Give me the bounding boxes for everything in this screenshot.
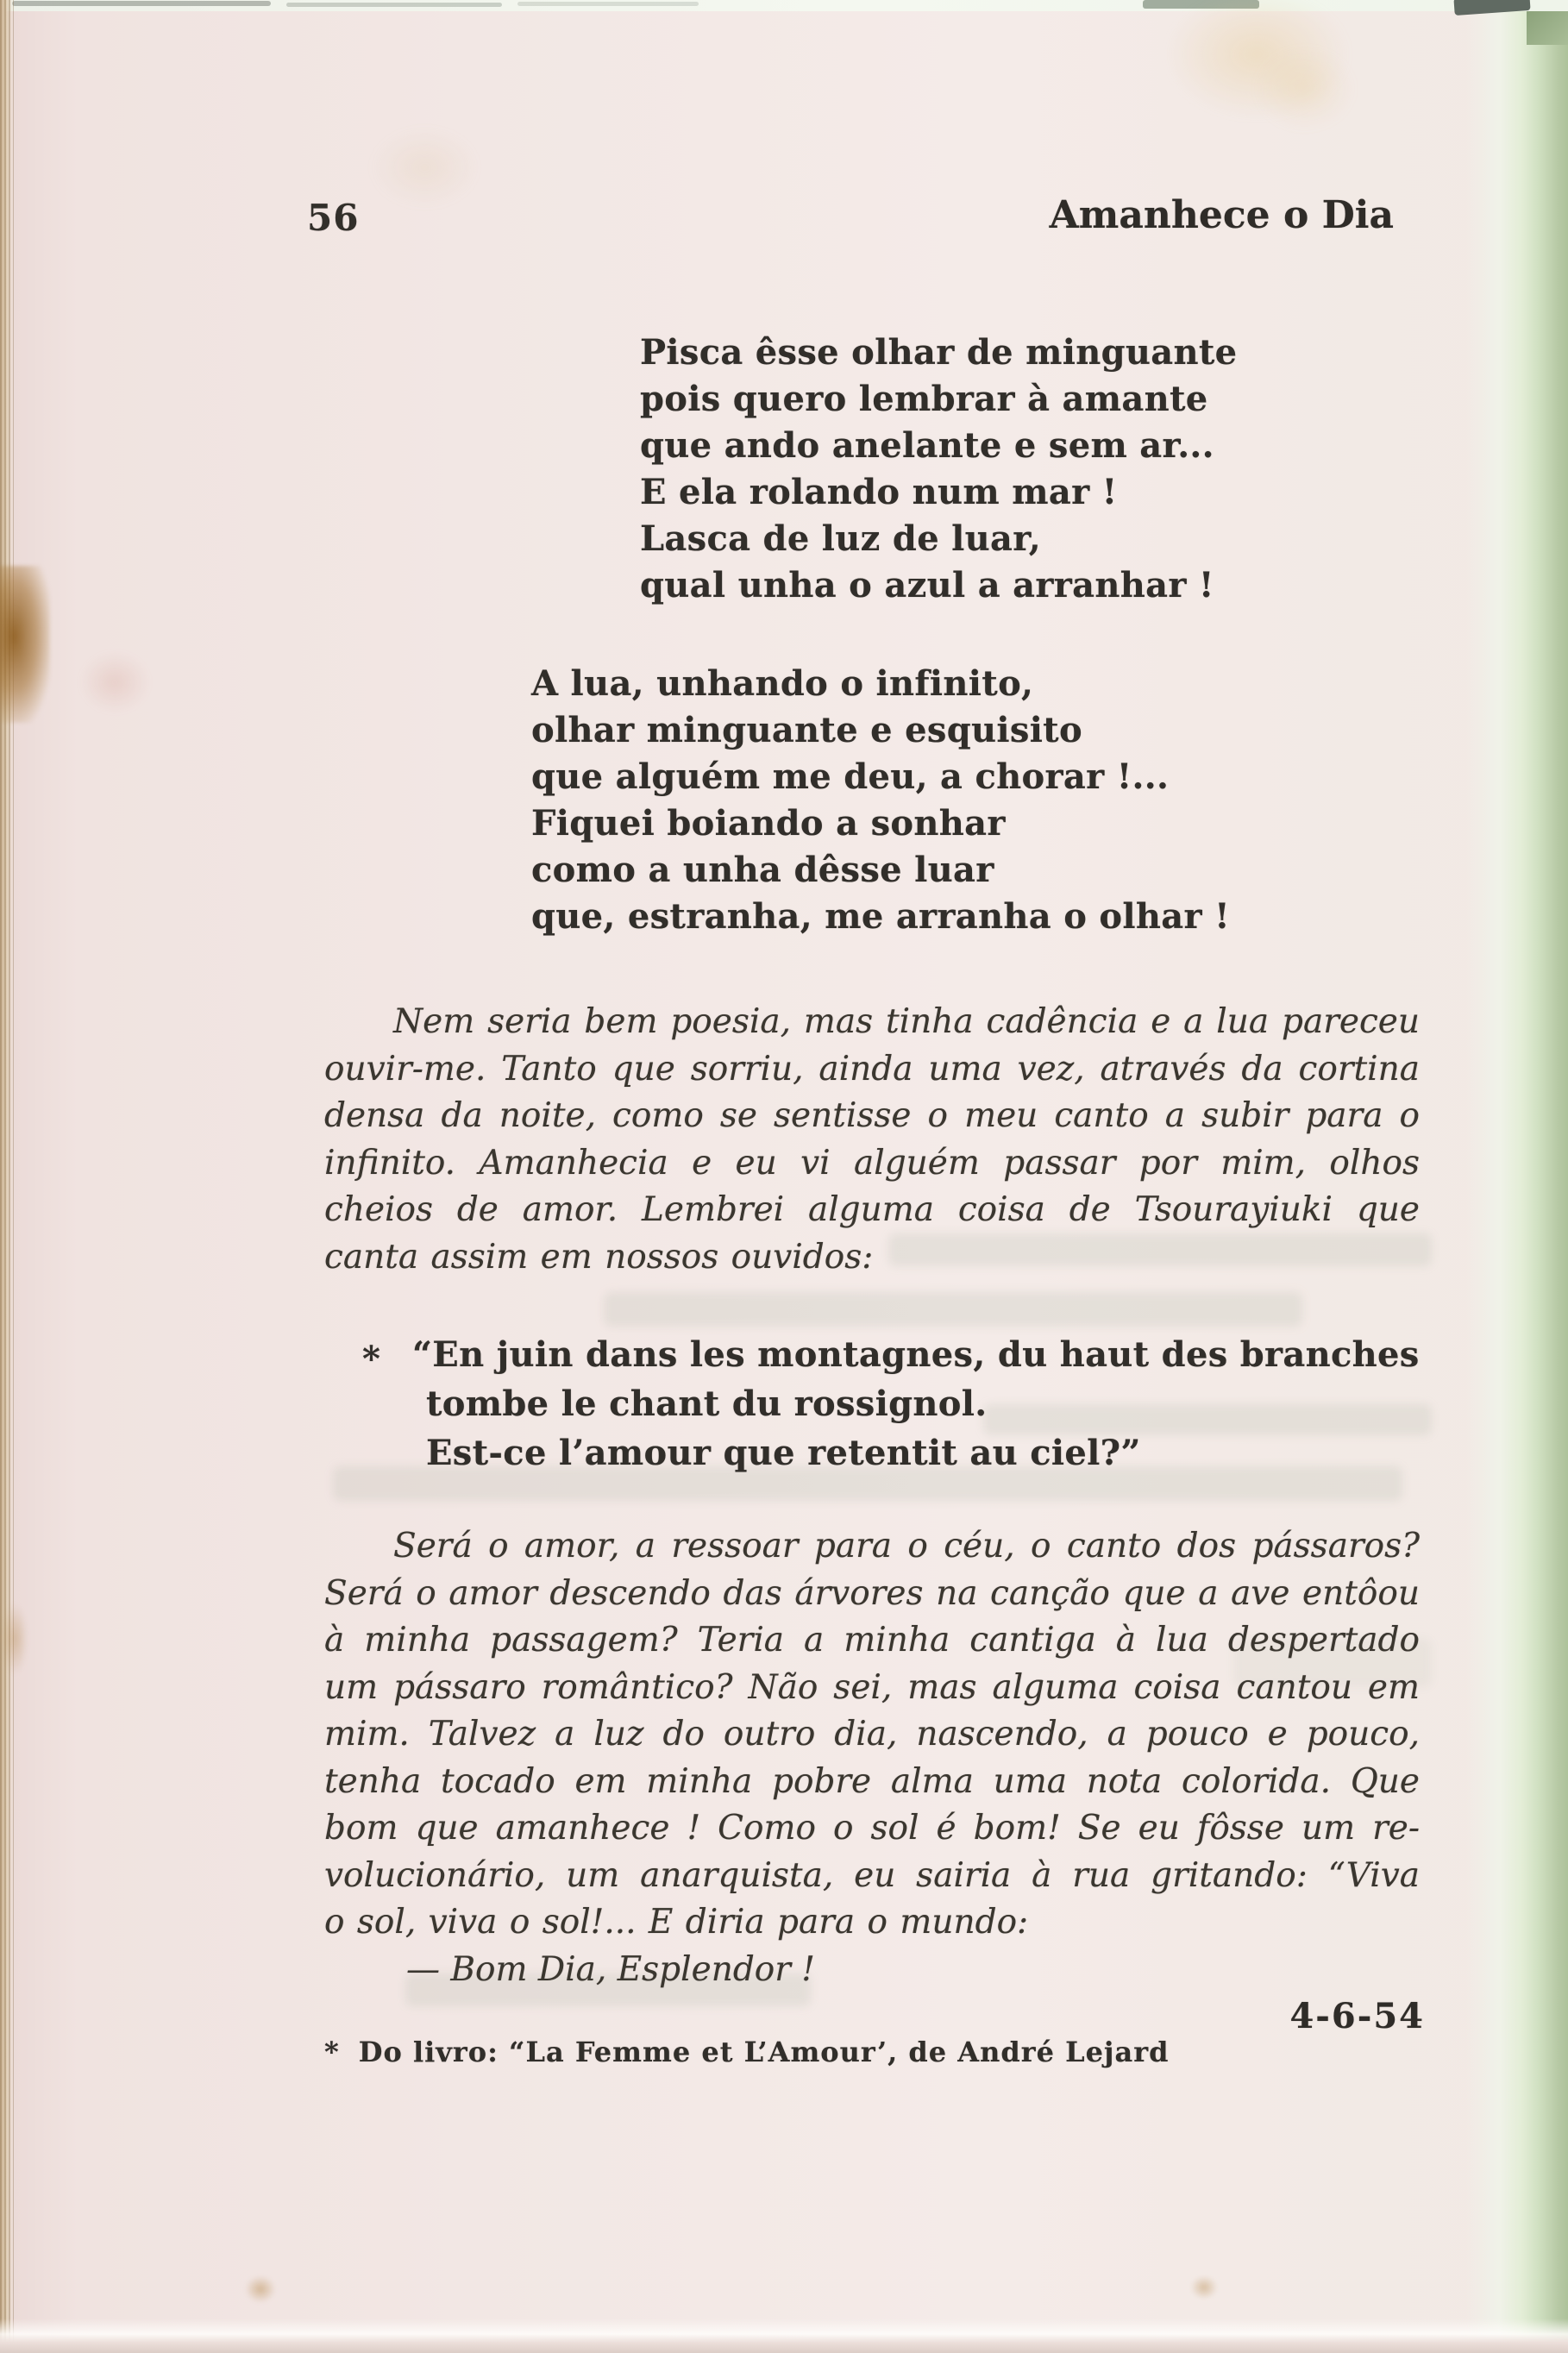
- prose-paragraph-2: [324, 1523, 1420, 1993]
- prose-line: tenha tocado em minha pobre alma uma nota colorida. Que: [324, 1761, 1420, 1801]
- french-quote: [412, 1330, 1430, 1478]
- prose-line: à minha passagem? Teria a minha cantiga à lua despertado: [324, 1621, 1420, 1660]
- poem-line: Fiquei boiando a sonhar: [531, 803, 1006, 844]
- date-mark: 4-6-54: [1289, 1996, 1425, 2036]
- prose-line: mim. Talvez a luz do outro dia, nascendo, a pouco e pouco,: [324, 1715, 1420, 1754]
- page-bottom-edge: [0, 2318, 1568, 2353]
- paper-stain: [1255, 47, 1354, 129]
- prose-line: cheios de amor. Lembrei alguma coisa de Tsourayiuki que: [324, 1190, 1420, 1229]
- prose-line: bom que amanhece ! Como o sol é bom! Se eu fôsse um re-: [324, 1809, 1420, 1848]
- poem-line: pois quero lembrar à amante: [640, 379, 1208, 419]
- poem-line: E ela rolando num mar !: [640, 472, 1118, 512]
- poem-line: Pisca êsse olhar de minguante: [640, 332, 1238, 373]
- paper-stain: [2, 1603, 28, 1675]
- prose-line: o sol, viva o sol!... E diria para o mundo:: [324, 1903, 1029, 1942]
- footnote-asterisk: *: [324, 2036, 340, 2068]
- quote-line: “En juin dans les montagnes, du haut des branches: [412, 1334, 1420, 1375]
- paper-stain: [79, 651, 150, 713]
- quote-asterisk: *: [362, 1339, 380, 1379]
- adjacent-page-green-edge: [1466, 0, 1568, 2353]
- footnote-text: Do livro: “La Femme et L’Amour’, de André Lejard: [358, 2036, 1170, 2068]
- poem-line: A lua, unhando o infinito,: [531, 663, 1034, 704]
- prose-line: ouvir-me. Tanto que sorriu, ainda uma vez, através da cortina: [324, 1049, 1420, 1089]
- prose-paragraph-1: [324, 999, 1420, 1281]
- poem-line: que alguém me deu, a chorar !...: [531, 756, 1170, 797]
- paper-stain: [371, 128, 479, 207]
- poem-line: que, estranha, me arranha o olhar !: [531, 896, 1230, 937]
- poem-line: olhar minguante e esquisito: [531, 710, 1082, 750]
- prose-line: infinito. Amanhecia e eu vi alguém passar por mim, olhos: [324, 1143, 1420, 1183]
- poem-line: como a unha dêsse luar: [531, 850, 994, 890]
- quote-line: Est-ce l’amour que retentit au ciel?”: [426, 1433, 1141, 1473]
- top-edge-mark: [286, 3, 502, 7]
- prose-line: densa da noite, como se sentisse o meu canto a subir para o: [324, 1096, 1420, 1135]
- footnote: [324, 2036, 1169, 2068]
- poem-stanza-2: [531, 661, 1230, 940]
- prose-line: canta assim em nossos ouvidos:: [324, 1237, 874, 1277]
- poem-line: Lasca de luz de luar,: [640, 518, 1041, 559]
- top-edge-mark: [12, 1, 271, 6]
- poem-line: que ando anelante e sem ar...: [640, 425, 1214, 466]
- prose-line: Será o amor descendo das árvores na canção que a ave entôou: [324, 1573, 1420, 1613]
- poem-line: qual unha o azul a arranhar !: [640, 565, 1214, 606]
- binding-edge: [0, 0, 14, 2353]
- dialogue-line: — Bom Dia, Esplendor !: [406, 1949, 815, 1989]
- prose-line: Nem seria bem poesia, mas tinha cadência e a lua pareceu: [393, 1002, 1420, 1041]
- prose-line: um pássaro romântico? Não sei, mas alguma coisa cantou em: [324, 1667, 1420, 1707]
- top-edge-mark: [517, 2, 699, 6]
- running-title: Amanhece o Dia: [1049, 193, 1394, 237]
- show-through-text: [604, 1292, 1302, 1327]
- page-number: 56: [307, 197, 360, 239]
- prose-line: Será o amor, a ressoar para o céu, o canto dos pássaros?: [393, 1527, 1420, 1566]
- poem-stanza-1: [640, 329, 1237, 609]
- quote-line: tombe le chant du rossignol.: [426, 1384, 988, 1424]
- paper-stain: [245, 2275, 276, 2303]
- prose-line: volucionário, um anarquista, eu sairia à rua gritando: “Viva: [324, 1855, 1420, 1895]
- paper-stain: [1190, 2275, 1218, 2300]
- binding-stain: [0, 566, 50, 723]
